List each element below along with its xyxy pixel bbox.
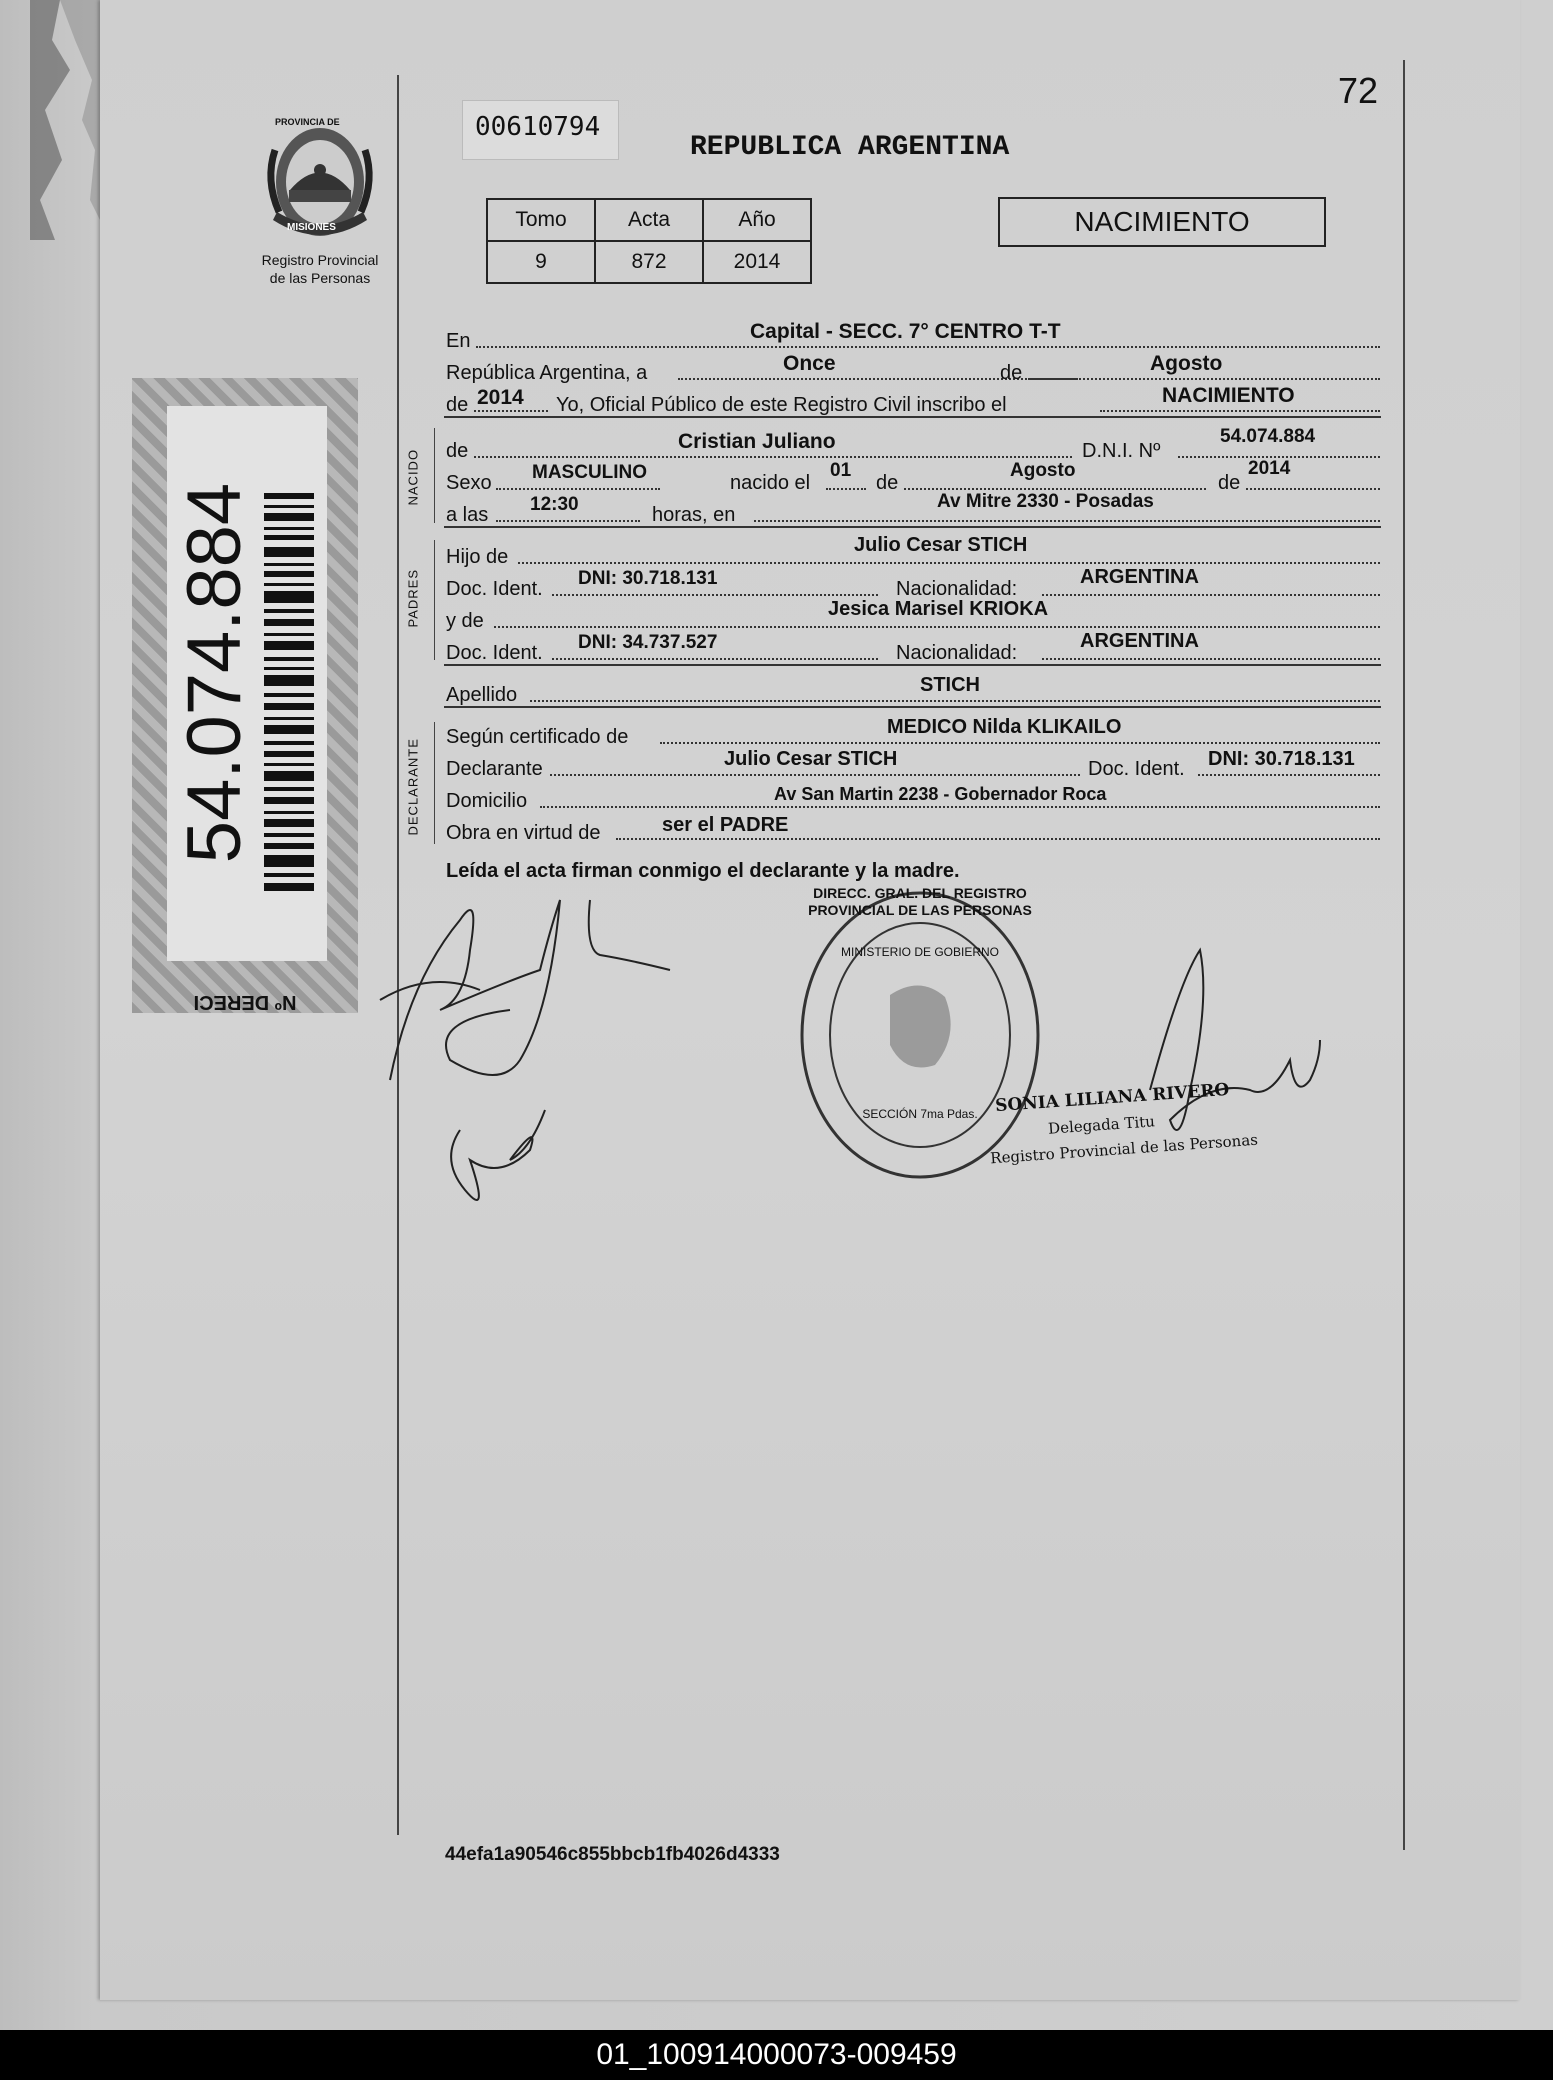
official-seal <box>795 885 1045 1185</box>
value-declarante-doc: DNI: 30.718.131 <box>1208 748 1355 770</box>
dni-sticker <box>132 378 358 1013</box>
value-certificado: MEDICO Nilda KLIKAILO <box>887 716 1122 738</box>
line-obra <box>616 838 1380 840</box>
label-de-nac-mes: de <box>876 472 899 494</box>
value-sexo: MASCULINO <box>532 462 648 483</box>
value-padre-nac: ARGENTINA <box>1080 566 1199 588</box>
official-org: Registro Provincial de las Personas <box>989 1130 1259 1168</box>
label-dni: D.N.I. Nº <box>1082 440 1161 462</box>
seal-ring-icon <box>795 885 1045 1185</box>
section-label-declarante: DECLARANTE <box>405 738 421 836</box>
line-domicilio <box>540 806 1380 808</box>
label-nac-madre: Nacionalidad: <box>896 642 1018 664</box>
record-type-box: NACIMIENTO <box>998 197 1326 247</box>
padres-bracket <box>434 540 435 660</box>
line-sexo <box>496 488 660 490</box>
label-obra: Obra en virtud de <box>446 822 601 844</box>
line-lugar-nac <box>754 520 1380 522</box>
value-madre-nac: ARGENTINA <box>1080 630 1199 652</box>
value-lugar-nac: Av Mitre 2330 - Posadas <box>937 491 1154 512</box>
line-tipo <box>1100 410 1380 412</box>
line-nac-madre <box>1042 658 1380 660</box>
sticker-bottom-label: Nº DERECI <box>193 991 297 1013</box>
table-header-anio: Año <box>703 199 811 241</box>
label-segun: Según certificado de <box>446 726 629 748</box>
value-nac-dia: 01 <box>830 460 852 481</box>
seal-inner-text: MINISTERIO DE GOBIERNO <box>840 945 999 959</box>
nacido-bracket <box>434 428 435 523</box>
value-declarante: Julio Cesar STICH <box>724 748 898 770</box>
closing-text: Leída el acta firman conmigo el declarante y la madre. <box>446 860 960 882</box>
line-en <box>476 346 1380 348</box>
logo-caption-1: Registro Provincial <box>261 252 379 268</box>
dni-sticker-number: 54.074.884 <box>172 482 257 864</box>
label-apellido: Apellido <box>446 684 518 706</box>
table-header-tomo: Tomo <box>487 199 595 241</box>
logo-arc-text: PROVINCIA DE <box>275 117 340 127</box>
line-declarante <box>550 774 1080 776</box>
signature-declarante-icon <box>370 860 700 1260</box>
label-de-anio: de <box>446 394 469 416</box>
table-value-acta: 872 <box>595 241 703 283</box>
value-nombre: Cristian Juliano <box>678 430 836 453</box>
label-republica: República Argentina, a <box>446 362 648 384</box>
label-doc-padre: Doc. Ident. <box>446 578 543 600</box>
official-title: Delegada Titu <box>1047 1112 1156 1138</box>
label-domicilio: Domicilio <box>446 790 528 812</box>
line-apellido <box>530 700 1380 702</box>
separator-1 <box>444 416 1381 418</box>
page-number: 72 <box>1338 70 1379 111</box>
line-padre <box>518 562 1380 564</box>
table-value-anio: 2014 <box>703 241 811 283</box>
section-label-padres: PADRES <box>405 569 421 628</box>
label-doc-madre: Doc. Ident. <box>446 642 543 664</box>
line-nac-dia <box>826 488 866 490</box>
value-lugar: Capital - SECC. 7° CENTRO T-T <box>750 320 1061 343</box>
right-margin-rule <box>1403 60 1405 1850</box>
value-padre-doc: DNI: 30.718.131 <box>578 568 718 589</box>
value-madre: Jesica Marisel KRIOKA <box>828 598 1049 620</box>
serial-stamp: 00610794 <box>475 112 601 142</box>
label-horas-en: horas, en <box>652 504 736 526</box>
value-dia: Once <box>783 352 836 375</box>
value-mes: Agosto <box>1150 352 1223 375</box>
torn-edge <box>0 0 110 240</box>
separator-3 <box>444 664 1381 666</box>
label-declarante: Declarante <box>446 758 543 780</box>
seal-ring-text: DIRECC. GRAL. DEL REGISTRO PROVINCIAL DE LAS PERSONAS <box>808 885 1032 918</box>
label-sexo: Sexo <box>446 472 492 494</box>
official-name: SONIA LILIANA RIVERO <box>994 1079 1230 1117</box>
line-nac-anio <box>1246 488 1380 490</box>
logo-band-text: MISIONES <box>287 222 336 233</box>
line-doc-declarante <box>1198 774 1380 776</box>
table-value-tomo: 9 <box>487 241 595 283</box>
line-nac-padre <box>1042 594 1380 596</box>
barcode-icon <box>264 493 314 893</box>
line-certificado <box>660 742 1380 744</box>
value-obra: ser el PADRE <box>662 814 789 836</box>
table-header-acta: Acta <box>595 199 703 241</box>
label-hijo-de: Hijo de <box>446 546 509 568</box>
value-nac-mes: Agosto <box>1010 460 1076 481</box>
hash-code: 44efa1a90546c855bbcb1fb4026d4333 <box>445 1844 780 1865</box>
label-y-de: y de <box>446 610 484 632</box>
label-nacido-el: nacido el <box>730 472 811 494</box>
document-title: REPUBLICA ARGENTINA <box>690 132 1010 163</box>
value-padre: Julio Cesar STICH <box>854 534 1028 556</box>
label-a-las: a las <box>446 504 489 526</box>
line-nac-mes <box>904 488 1206 490</box>
value-nac-anio: 2014 <box>1248 458 1291 479</box>
line-nombre <box>474 456 1072 458</box>
line-doc-padre <box>552 594 878 596</box>
logo-caption-2: de las Personas <box>269 270 371 286</box>
separator-2 <box>444 526 1381 528</box>
label-de-nac-anio: de <box>1218 472 1241 494</box>
label-doc-declarante: Doc. Ident. <box>1088 758 1185 780</box>
seal-bottom-text: SECCIÓN 7ma Pdas. <box>862 1107 978 1121</box>
value-dni: 54.074.884 <box>1220 426 1316 447</box>
section-label-nacido: NACIDO <box>405 448 421 506</box>
line-madre <box>494 626 1380 628</box>
label-en: En <box>446 330 471 352</box>
line-anio <box>474 410 548 412</box>
label-de-mes: de <box>1000 362 1023 384</box>
value-anio: 2014 <box>477 386 524 409</box>
line-hora <box>496 520 640 522</box>
line-doc-madre <box>552 658 878 660</box>
label-inscribo: Yo, Oficial Público de este Registro Civil inscribo el <box>556 394 1007 416</box>
separator-4 <box>444 706 1381 708</box>
value-apellido: STICH <box>920 674 980 696</box>
label-nac-padre: Nacionalidad: <box>896 578 1018 600</box>
label-de-nombre: de <box>446 440 469 462</box>
registry-logo <box>245 117 395 295</box>
document-sheet <box>100 0 1520 2000</box>
value-madre-doc: DNI: 34.737.527 <box>578 632 718 653</box>
value-hora: 12:30 <box>530 494 579 515</box>
record-table <box>486 198 812 284</box>
line-mes <box>1028 378 1380 380</box>
value-domicilio: Av San Martin 2238 - Gobernador Roca <box>774 784 1107 804</box>
declarante-bracket <box>434 722 435 844</box>
value-tipo: NACIMIENTO <box>1162 384 1295 407</box>
footer-id: 01_100914000073-009459 <box>0 2030 1553 2080</box>
